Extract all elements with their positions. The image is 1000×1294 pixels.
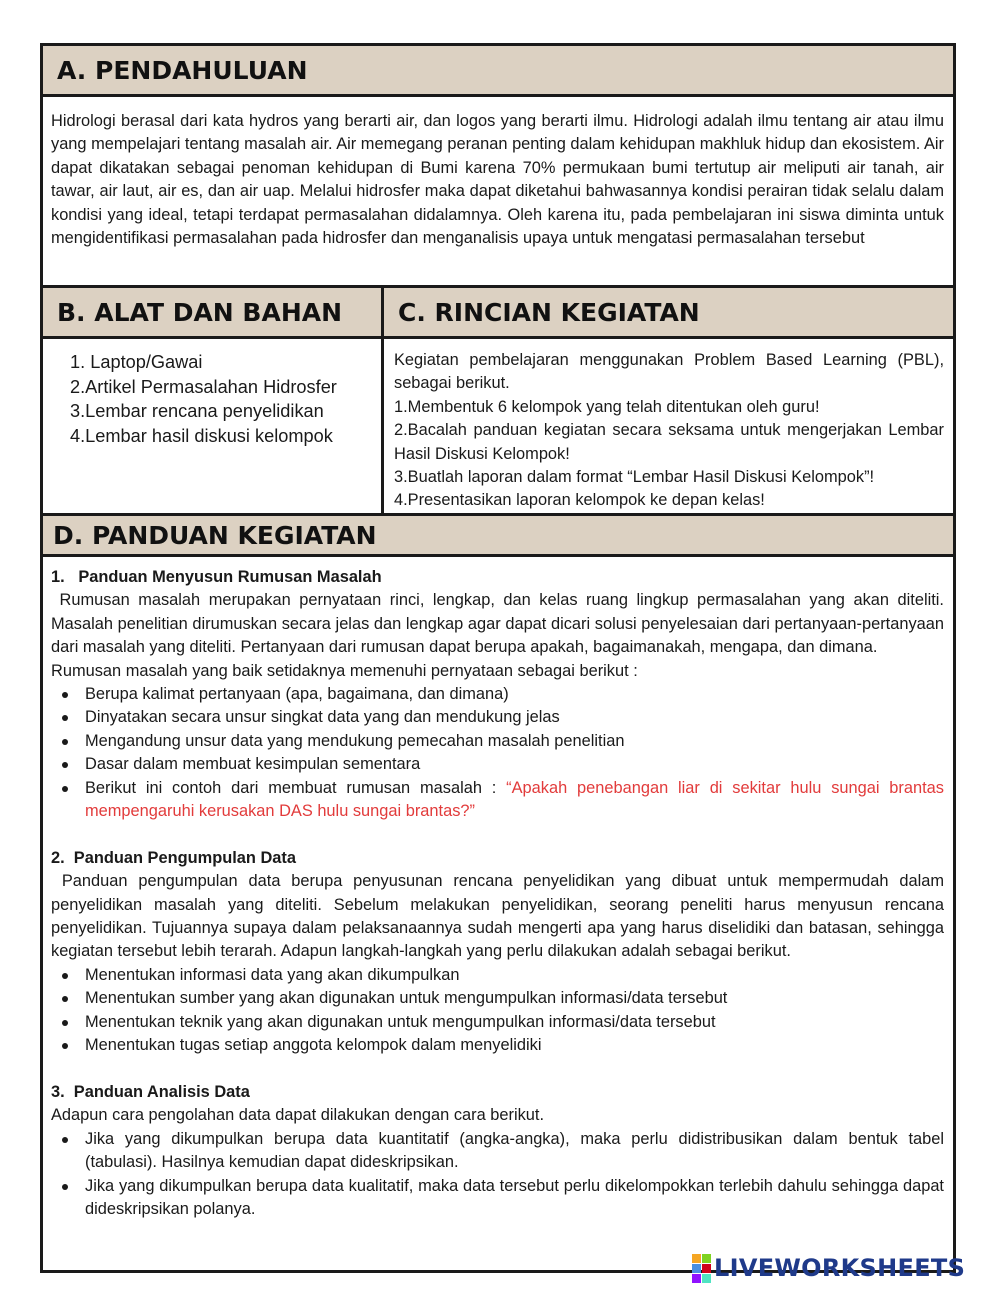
intro-paragraph: Hidrologi berasal dari kata hydros yang berarti air, dan logos yang berarti ilmu. Hidrologi adalah ilmu tentang air atau ilmu yang mempelajari tentang masalah air. Air memegang peranan penting dalam kehidupan makhluk hidup dan ekosistem. Air dapat dikatakan sebagai penoman kehidupan di Bumi karena 70% permukaan bumi tertutup air meliputi air tanah, air tawar, air laut, air es, dan air uap. Melalui hidrosfer maka dapat diketahui bahwasannya kondisi perairan tidak selalu dalam kondisi yang ideal, tetapi terdapat permasalahan didalamnya. Oleh karena itu, pada pembelajaran ini siswa diminta untuk mengidentifikasi permasalahan pada hidrosfer dan menganalisis upaya untuk mengatasi permasalahan tersebut <box>51 112 944 248</box>
list-item: Menentukan sumber yang akan digunakan untuk mengumpulkan informasi/data tersebut <box>51 987 944 1010</box>
list-item: Menentukan informasi data yang akan dikumpulkan <box>51 964 944 987</box>
alat-item: 3.Lembar rencana penyelidikan <box>70 401 324 422</box>
section-a-header <box>40 43 956 97</box>
section-d-title: D. PANDUAN KEGIATAN <box>53 520 377 550</box>
rincian-step: 3.Buatlah laporan dalam format “Lembar Hasil Diskusi Kelompok”! <box>394 468 875 487</box>
alat-item: 1. Laptop/Gawai <box>70 352 203 372</box>
logo-mark-icon <box>692 1254 711 1283</box>
panduan-3-lead: Adapun cara pengolahan data dapat dilakukan dengan cara berikut. <box>51 1106 545 1125</box>
panduan-2-list <box>51 964 944 1058</box>
list-item: Jika yang dikumpulkan berupa data kualitatif, maka data tersebut perlu dikelompokkan terlebih dahulu sehingga dapat dideskripsikan polanya. <box>51 1175 944 1222</box>
panduan-3-list <box>51 1128 944 1222</box>
rincian-step: 2.Bacalah panduan kegiatan secara seksama untuk mengerjakan Lembar Hasil Diskusi Kelompok! <box>394 421 944 463</box>
liveworksheets-logo <box>692 1252 965 1284</box>
logo-text: LIVEWORKSHEETS <box>714 1254 966 1282</box>
panduan-2-title: 2. Panduan Pengumpulan Data <box>51 848 296 867</box>
alat-item: 2.Artikel Permasalahan Hidrosfer <box>70 376 337 397</box>
panduan-2-paragraph: Panduan pengumpulan data berupa penyusunan rencana penyelidikan yang dibuat untuk mempermudah dalam penyelidikan masalah yang diteliti. Sebelum melakukan penyelidikan, seorang peneliti harus menyusun rencana penyelidikan. Tujuannya supaya dalam pelaksanaannya sudah mengerti apa yang harus diselidiki dan batasan, sehingga kegiatan tersebut lebih terarah. Adapun langkah-langkah yang perlu dilakukan adalah sebagai berikut. <box>51 872 949 961</box>
section-b-header <box>40 285 384 339</box>
list-item: Menentukan teknik yang akan digunakan untuk mengumpulkan informasi/data tersebut <box>51 1011 944 1034</box>
section-c-header <box>381 285 956 339</box>
section-a-title: A. PENDAHULUAN <box>57 55 308 85</box>
section-d-header <box>40 513 956 557</box>
section-b-title: B. ALAT DAN BAHAN <box>57 297 343 327</box>
example-question: “Apakah penebangan liar di sekitar hulu sungai brantas mempengaruhi kerusakan DAS hulu sungai brantas?” <box>85 778 944 821</box>
rincian-step: 1.Membentuk 6 kelompok yang telah ditentukan oleh guru! <box>394 397 820 416</box>
list-item: Dasar dalam membuat kesimpulan sementara <box>51 753 944 776</box>
list-item: Mengandung unsur data yang mendukung pemecahan masalah penelitian <box>51 730 944 753</box>
panduan-1-paragraph: Rumusan masalah merupakan pernyataan rinci, lengkap, dan kelas ruang lingkup permasalahan yang akan diteliti. Masalah penelitian dirumuskan secara jelas dan lengkap agar dapat dicari solusi penyelesaian dari pertanyaan-pertanyaan dari masalah yang diteliti. Pertanyaan dari rumusan dapat berupa apakah, bagaimanakah, mengapa, dan dimana. <box>51 591 949 657</box>
rincian-content <box>394 349 944 513</box>
list-item: Menentukan tugas setiap anggota kelompok dalam menyelidiki <box>51 1034 944 1057</box>
panduan-1-title: 1. Panduan Menyusun Rumusan Masalah <box>51 568 382 586</box>
rincian-intro: Kegiatan pembelajaran menggunakan Problem Based Learning (PBL), sebagai berikut. <box>394 351 944 393</box>
list-item: Dinyatakan secara unsur singkat data yang dan mendukung jelas <box>51 706 944 729</box>
list-item-example <box>51 777 944 824</box>
panduan-1-list <box>51 683 944 823</box>
alat-list <box>70 350 337 448</box>
list-item: Jika yang dikumpulkan berupa data kuantitatif (angka-angka), maka perlu didistribusikan dalam bentuk tabel (tabulasi). Hasilnya kemudian dapat dideskripsikan. <box>51 1128 944 1175</box>
panduan-content <box>51 566 949 1221</box>
panduan-1-lead: Rumusan masalah yang baik setidaknya memenuhi pernyataan sebagai berikut : <box>51 661 638 680</box>
list-item: Berupa kalimat pertanyaan (apa, bagaimana, dan dimana) <box>51 683 944 706</box>
example-lead: Berikut ini contoh dari membuat rumusan masalah : <box>85 778 507 797</box>
rincian-step: 4.Presentasikan laporan kelompok ke depan kelas! <box>394 491 765 510</box>
section-c-title: C. RINCIAN KEGIATAN <box>398 297 700 327</box>
panduan-3-title: 3. Panduan Analisis Data <box>51 1082 250 1101</box>
alat-item: 4.Lembar hasil diskusi kelompok <box>70 425 333 446</box>
